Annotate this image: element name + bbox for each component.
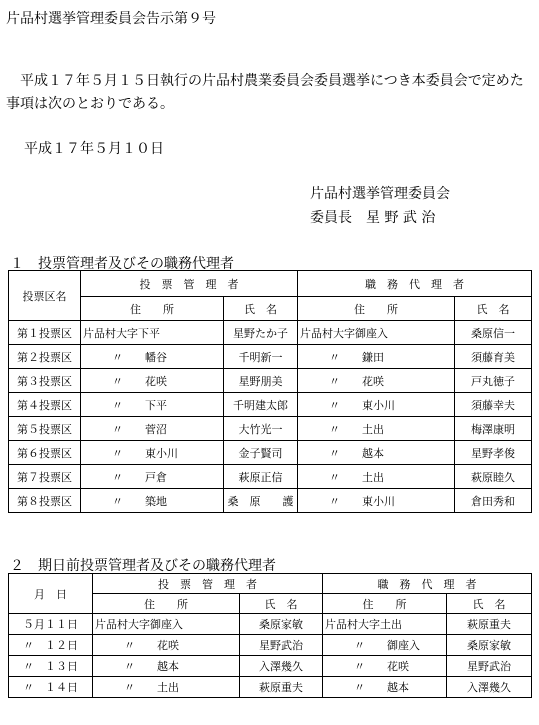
deputy-name-cell: 星野孝俊 [455,441,532,465]
header-manager-address: 住 所 [81,297,224,321]
manager-address-cell: 〃 土出 [93,677,240,698]
manager-name-cell: 大竹光一 [224,417,298,441]
deputy-name-cell: 倉田秀和 [455,489,532,513]
header-manager-name: 氏 名 [240,594,323,614]
table-row [9,465,532,489]
district-cell: 第６投票区 [9,441,81,465]
notice-title: 片品村選挙管理委員会告示第９号 [6,11,216,27]
table-row [9,656,532,677]
manager-address-cell: 〃 花咲 [93,635,240,656]
header-manager-group: 投 票 管 理 者 [81,271,298,297]
date-cell: 〃 １４日 [9,677,93,698]
district-cell: 第８投票区 [9,489,81,513]
manager-name-cell: 萩原正信 [224,465,298,489]
table-row [9,321,532,345]
manager-name-cell: 萩原重夫 [240,677,323,698]
manager-name-cell: 千明建太郎 [224,393,298,417]
notice-date: 平成１７年５月１０日 [24,141,164,157]
manager-name-cell: 星野たか子 [224,321,298,345]
header-deputy-name: 氏 名 [447,594,532,614]
deputy-address-cell: 〃 御座入 [323,635,447,656]
manager-address-cell: 〃 花咲 [81,369,224,393]
deputy-address-cell: 〃 花咲 [323,656,447,677]
district-cell: 第５投票区 [9,417,81,441]
manager-name-cell: 千明新一 [224,345,298,369]
section2-title: ２ 期日前投票管理者及びその職務代理者 [10,558,276,574]
deputy-name-cell: 須藤幸夫 [455,393,532,417]
deputy-address-cell: 〃 土出 [298,465,455,489]
deputy-address-cell: 〃 土出 [298,417,455,441]
deputy-name-cell: 戸丸徳子 [455,369,532,393]
header-deputy-address: 住 所 [298,297,455,321]
date-cell: 〃 １３日 [9,656,93,677]
notice-body: 平成１７年５月１５日執行の片品村農業委員会委員選挙につき本委員会で定めた事項は次のとおりである。 [6,73,524,112]
table-row [9,635,532,656]
deputy-name-cell: 梅澤康明 [455,417,532,441]
header-manager-name: 氏 名 [224,297,298,321]
table-row [9,441,532,465]
header-date: 月 日 [9,574,93,614]
table-row [9,393,532,417]
header-deputy-name: 氏 名 [455,297,532,321]
table-row [9,345,532,369]
manager-name-cell: 入澤幾久 [240,656,323,677]
deputy-address-cell: 〃 花咲 [298,369,455,393]
section1-title: １ 投票管理者及びその職務代理者 [10,256,234,272]
deputy-address-cell: 〃 越本 [323,677,447,698]
deputy-address-cell: 片品村大字御座入 [298,321,455,345]
manager-address-cell: 片品村大字下平 [81,321,224,345]
deputy-address-cell: 〃 鎌田 [298,345,455,369]
manager-address-cell: 〃 幡谷 [81,345,224,369]
polling-managers-table [8,270,532,513]
issuer-name: 片品村選挙管理委員会 [310,186,450,202]
manager-name-cell: 金子賢司 [224,441,298,465]
deputy-address-cell: 〃 東小川 [298,489,455,513]
deputy-name-cell: 萩原睦久 [455,465,532,489]
date-cell: ５月１１日 [9,614,93,635]
table-row [9,417,532,441]
date-cell: 〃 １２日 [9,635,93,656]
header-manager-group: 投 票 管 理 者 [93,574,323,594]
deputy-name-cell: 須藤育美 [455,345,532,369]
early-voting-managers-table [8,573,532,698]
deputy-address-cell: 〃 東小川 [298,393,455,417]
manager-address-cell: 〃 下平 [81,393,224,417]
district-cell: 第４投票区 [9,393,81,417]
header-deputy-group: 職 務 代 理 者 [298,271,532,297]
deputy-name-cell: 萩原重夫 [447,614,532,635]
header-deputy-group: 職 務 代 理 者 [323,574,532,594]
header-deputy-address: 住 所 [323,594,447,614]
district-cell: 第２投票区 [9,345,81,369]
table-row [9,369,532,393]
header-district: 投票区名 [9,271,81,321]
manager-name-cell: 桑原家敏 [240,614,323,635]
manager-name-cell: 星野朋美 [224,369,298,393]
deputy-name-cell: 星野武治 [447,656,532,677]
district-cell: 第１投票区 [9,321,81,345]
table-row [9,489,532,513]
manager-address-cell: 〃 東小川 [81,441,224,465]
chairperson: 委員長 星 野 武 治 [310,210,436,226]
district-cell: 第３投票区 [9,369,81,393]
deputy-name-cell: 桑原家敏 [447,635,532,656]
manager-address-cell: 〃 菅沼 [81,417,224,441]
manager-name-cell: 星野武治 [240,635,323,656]
manager-name-cell: 桑 原 護 [224,489,298,513]
manager-address-cell: 〃 戸倉 [81,465,224,489]
header-manager-address: 住 所 [93,594,240,614]
table-row [9,677,532,698]
deputy-name-cell: 桑原信一 [455,321,532,345]
deputy-name-cell: 入澤幾久 [447,677,532,698]
table-row [9,614,532,635]
manager-address-cell: 〃 越本 [93,656,240,677]
district-cell: 第７投票区 [9,465,81,489]
deputy-address-cell: 片品村大字土出 [323,614,447,635]
deputy-address-cell: 〃 越本 [298,441,455,465]
manager-address-cell: 片品村大字御座入 [93,614,240,635]
manager-address-cell: 〃 築地 [81,489,224,513]
